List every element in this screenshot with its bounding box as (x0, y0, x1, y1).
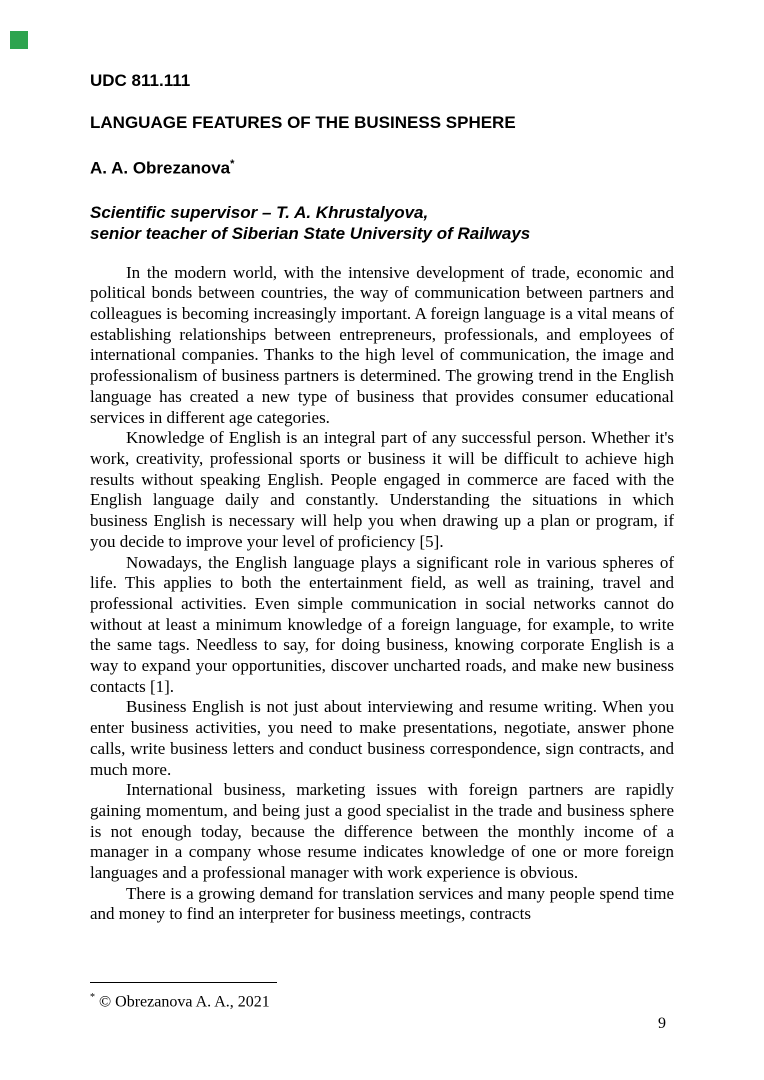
body-paragraph-4: Business English is not just about interviewing and resume writing. When you enter business activities, you need to make presentations, negotiate, answer phone calls, write business letters and conduct business correspondence, sign contracts, and much more. (90, 697, 674, 779)
body-paragraph-6: There is a growing demand for translation services and many people spend time and money to find an interpreter for business meetings, contracts (90, 883, 674, 924)
paper-title: LANGUAGE FEATURES OF THE BUSINESS SPHERE (90, 113, 516, 132)
body-paragraph-1: In the modern world, with the intensive development of trade, economic and political bonds between countries, the way of communication between partners and colleagues is becoming increasingly important. A foreign language is a vital means of establishing relationships between entrepreneurs, professionals, and employees of international companies. Thanks to the high level of communication, the image and professionalism of business partners is determined. The growing trend in the English language has created a new type of business that provides consumer educational services in different age categories. (90, 262, 674, 427)
udc-code: UDC 811.111 (90, 71, 191, 90)
page-number: 9 (658, 1015, 666, 1032)
page-content (90, 0, 674, 925)
body-paragraph-3: Nowadays, the English language plays a significant role in various spheres of life. This applies to both the entertainment field, as well as training, travel and professional activities. Even simple communication in social networks cannot do without at least a minimum knowledge of a foreign language, for example, to write the same tags. Needless to say, for doing business, knowing corporate English is a way to expand your opportunities, discover uncharted roads, and make new business contacts [1]. (90, 552, 674, 696)
body-paragraph-5: International business, marketing issues with foreign partners are rapidly gaining momentum, and being just a good specialist in the trade and business sphere is not enough today, because the difference between the monthly income of a manager in a company whose resume indicates knowledge of one or more foreign languages and a professional manager with work experience is obvious. (90, 780, 674, 883)
supervisor-block (90, 202, 674, 244)
author-name: A. A. Obrezanova (90, 158, 231, 178)
corner-marker (10, 31, 28, 49)
supervisor-line-1: Scientific supervisor – T. A. Khrustalyova, (90, 202, 429, 222)
body-text (90, 263, 674, 926)
supervisor-line-2: senior teacher of Siberian State University of Railways (90, 223, 531, 243)
footnote-text: © Obrezanova A. A., 2021 (99, 993, 270, 1011)
author-line (90, 154, 674, 179)
body-paragraph-2: Knowledge of English is an integral part of any successful person. Whether it's work, creativity, professional sports or business it will be difficult to achieve high results without speaking English. People engaged in commerce are faced with the English language daily and constantly. Understanding the situations in which business English is necessary will help you when drawing up a plan or program, if you decide to improve your level of proficiency [5]. (90, 428, 674, 551)
footnote-separator (90, 982, 277, 983)
author-footnote-mark: * (230, 158, 235, 170)
footnote (90, 988, 270, 1012)
footnote-mark: * (90, 992, 95, 1003)
